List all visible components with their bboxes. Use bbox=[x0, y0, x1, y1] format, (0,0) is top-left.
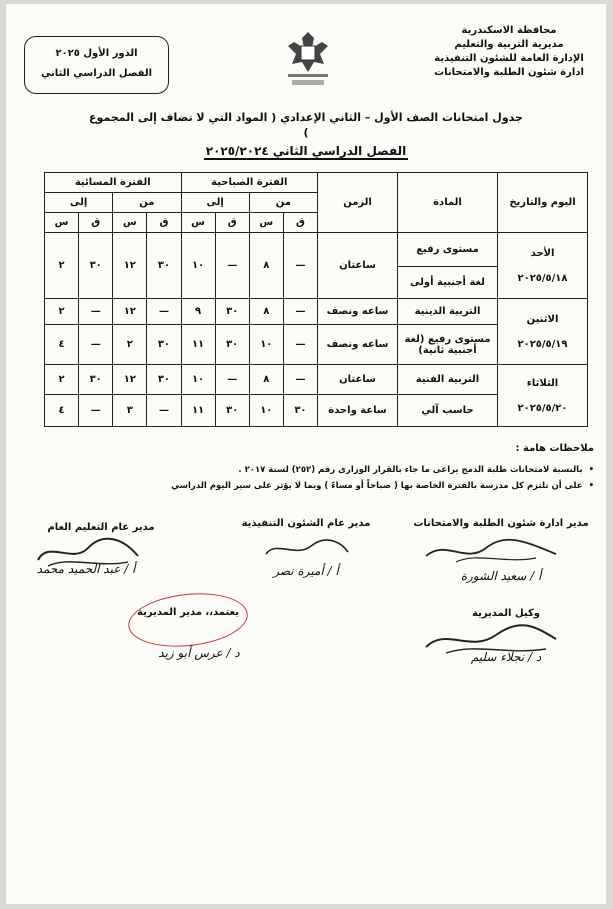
signature-general-icon bbox=[28, 534, 148, 574]
header-s: س bbox=[45, 213, 79, 233]
day-name: الاثنين bbox=[526, 313, 559, 325]
approval-stamp-oval bbox=[126, 588, 251, 652]
time-cell: ٤ bbox=[45, 325, 79, 365]
note-item: • بالنسبة لامتحانات طلبة الدمج يراعى ما جاء بالقرار الوزارى رقم (٢٥٢) لسنة ٢٠١٧ . bbox=[34, 462, 594, 478]
time-cell: ٨ bbox=[249, 233, 283, 299]
time-cell: — bbox=[79, 299, 113, 325]
org-line: ادارة شئون الطلبة والامتحانات bbox=[434, 67, 584, 78]
duration-cell: ساعه ونصف bbox=[318, 299, 398, 325]
time-cell: ٣٠ bbox=[79, 365, 113, 395]
time-cell: ٣٠ bbox=[147, 325, 181, 365]
day-cell bbox=[498, 233, 588, 299]
time-cell: ٤ bbox=[45, 395, 79, 427]
signature-title-deputy: وكيل المديرية bbox=[472, 608, 540, 619]
time-cell: — bbox=[147, 395, 181, 427]
signature-name-deputy: د / نجلاء سليم bbox=[470, 650, 542, 664]
org-line: الإدارة العامة للشئون التنفيذية bbox=[434, 53, 584, 64]
day-cell bbox=[498, 365, 588, 427]
signature-executive-icon bbox=[256, 536, 356, 562]
header-q: ق bbox=[147, 213, 181, 233]
header-s: س bbox=[113, 213, 147, 233]
table-row bbox=[45, 299, 588, 325]
header-s: س bbox=[181, 213, 215, 233]
header-q: ق bbox=[215, 213, 249, 233]
header-s: س bbox=[249, 213, 283, 233]
time-cell: ٣٠ bbox=[147, 233, 181, 299]
time-cell: ٢ bbox=[113, 325, 147, 365]
header-from: من bbox=[249, 193, 317, 213]
header-q: ق bbox=[79, 213, 113, 233]
subject-cell: التربية الفنية bbox=[398, 365, 498, 395]
org-line: مديرية التربية والتعليم bbox=[454, 39, 564, 50]
duration-cell: ساعه ونصف bbox=[318, 325, 398, 365]
time-cell: ٢ bbox=[45, 365, 79, 395]
time-cell: ١١ bbox=[181, 325, 215, 365]
duration-cell: ساعتان bbox=[318, 365, 398, 395]
notes-title: ملاحظات هامة : bbox=[515, 443, 594, 454]
time-cell: ٩ bbox=[181, 299, 215, 325]
exam-round: الدور الأول ٢٠٢٥ bbox=[55, 48, 138, 59]
header-morning: الفترة الصباحية bbox=[181, 173, 318, 193]
time-cell: ١٢ bbox=[113, 233, 147, 299]
time-cell: ٣٠ bbox=[147, 365, 181, 395]
day-date: ٢٠٢٥/٥/١٩ bbox=[517, 338, 568, 350]
time-cell: — bbox=[283, 299, 317, 325]
header-subject: المادة bbox=[398, 173, 498, 233]
subject-cell: التربية الدينية bbox=[398, 299, 498, 325]
subject-cell: حاسب آلي bbox=[398, 395, 498, 427]
day-name: الثلاثاء bbox=[526, 377, 559, 389]
time-cell: ٨ bbox=[249, 299, 283, 325]
time-cell: — bbox=[79, 325, 113, 365]
time-cell: ١٠ bbox=[249, 325, 283, 365]
time-cell: ٣٠ bbox=[215, 395, 249, 427]
eagle-emblem-icon bbox=[268, 26, 348, 90]
time-cell: ٣٠ bbox=[215, 299, 249, 325]
exam-round-box bbox=[24, 36, 169, 94]
day-cell bbox=[498, 299, 588, 365]
time-cell: ٨ bbox=[249, 365, 283, 395]
exam-schedule-table bbox=[44, 172, 588, 427]
time-cell: — bbox=[215, 233, 249, 299]
time-cell: ٣٠ bbox=[215, 325, 249, 365]
table-row bbox=[45, 365, 588, 395]
table-row bbox=[45, 233, 588, 267]
signature-name-students: أ / سعيد الشورة bbox=[460, 569, 542, 583]
time-cell: ٣٠ bbox=[79, 233, 113, 299]
day-date: ٢٠٢٥/٥/١٨ bbox=[517, 272, 568, 284]
time-cell: ١٢ bbox=[113, 299, 147, 325]
time-cell: ٢ bbox=[45, 299, 79, 325]
time-cell: — bbox=[283, 365, 317, 395]
duration-cell: ساعتان bbox=[318, 233, 398, 299]
signature-students-icon bbox=[416, 534, 566, 570]
time-cell: ٣٠ bbox=[283, 395, 317, 427]
subject-cell: مستوى رفيع bbox=[398, 233, 498, 267]
time-cell: — bbox=[79, 395, 113, 427]
header-organization bbox=[424, 24, 594, 80]
page-title: جدول امتحانات الصف الأول – الثاني الإعدادي ( المواد التي لا تضاف إلى المجموع ) bbox=[89, 111, 523, 139]
time-cell: ١٠ bbox=[249, 395, 283, 427]
time-cell: ٣ bbox=[113, 395, 147, 427]
time-cell: ١٢ bbox=[113, 365, 147, 395]
time-cell: ١٠ bbox=[181, 365, 215, 395]
semester-text: الفصل الدراسي الثاني ٢٠٢٥/٢٠٢٤ bbox=[205, 144, 407, 158]
time-cell: — bbox=[283, 325, 317, 365]
subject-cell: لغة أجنبية أولى bbox=[398, 267, 498, 299]
table-header-row bbox=[45, 173, 588, 193]
time-cell: — bbox=[147, 299, 181, 325]
header-from: من bbox=[113, 193, 181, 213]
header-to: إلى bbox=[45, 193, 113, 213]
signature-title-director: يعتمد،، مدير المديرية bbox=[137, 607, 239, 618]
subject-cell: مستوى رفيع (لغة أجنبية ثانية) bbox=[398, 325, 498, 365]
duration-cell: ساعة واحدة bbox=[318, 395, 398, 427]
note-item: • على أن تلتزم كل مدرسة بالفترة الخاصة بها ( صباحاً أو مساءً ) وبما لا يؤثر على سير اليوم الدراسي bbox=[34, 478, 594, 494]
time-cell: — bbox=[215, 365, 249, 395]
time-cell: ١٠ bbox=[181, 233, 215, 299]
signature-title-general: مدير عام التعليم العام bbox=[47, 522, 155, 533]
signature-title-executive: مدير عام الشئون التنفيذية bbox=[241, 518, 371, 529]
signature-name-general: أ / عبد الحميد محمد bbox=[36, 562, 136, 576]
notes-list bbox=[34, 462, 594, 494]
header-day: اليوم والتاريخ bbox=[498, 173, 588, 233]
time-cell: ٢ bbox=[45, 233, 79, 299]
header-q: ق bbox=[283, 213, 317, 233]
header-duration: الزمن bbox=[318, 173, 398, 233]
header-evening: الفترة المسائية bbox=[45, 173, 182, 193]
time-cell: ١١ bbox=[181, 395, 215, 427]
signature-title-students: مدير ادارة شئون الطلبة والامتحانات bbox=[413, 518, 589, 529]
day-name: الأحد bbox=[530, 247, 555, 259]
signature-deputy-icon bbox=[416, 619, 566, 659]
day-date: ٢٠٢٥/٥/٢٠ bbox=[517, 402, 568, 414]
document-page bbox=[6, 4, 606, 904]
time-cell: — bbox=[283, 233, 317, 299]
signature-name-executive: أ / أميرة نصر bbox=[273, 564, 339, 578]
signature-name-director: د / عرس أبو زيد bbox=[158, 646, 240, 660]
semester-title bbox=[176, 144, 436, 158]
header-to: إلى bbox=[181, 193, 249, 213]
org-line: محافظة الاسكندرية bbox=[461, 25, 557, 36]
exam-semester: الفصل الدراسي الثاني bbox=[40, 68, 153, 79]
